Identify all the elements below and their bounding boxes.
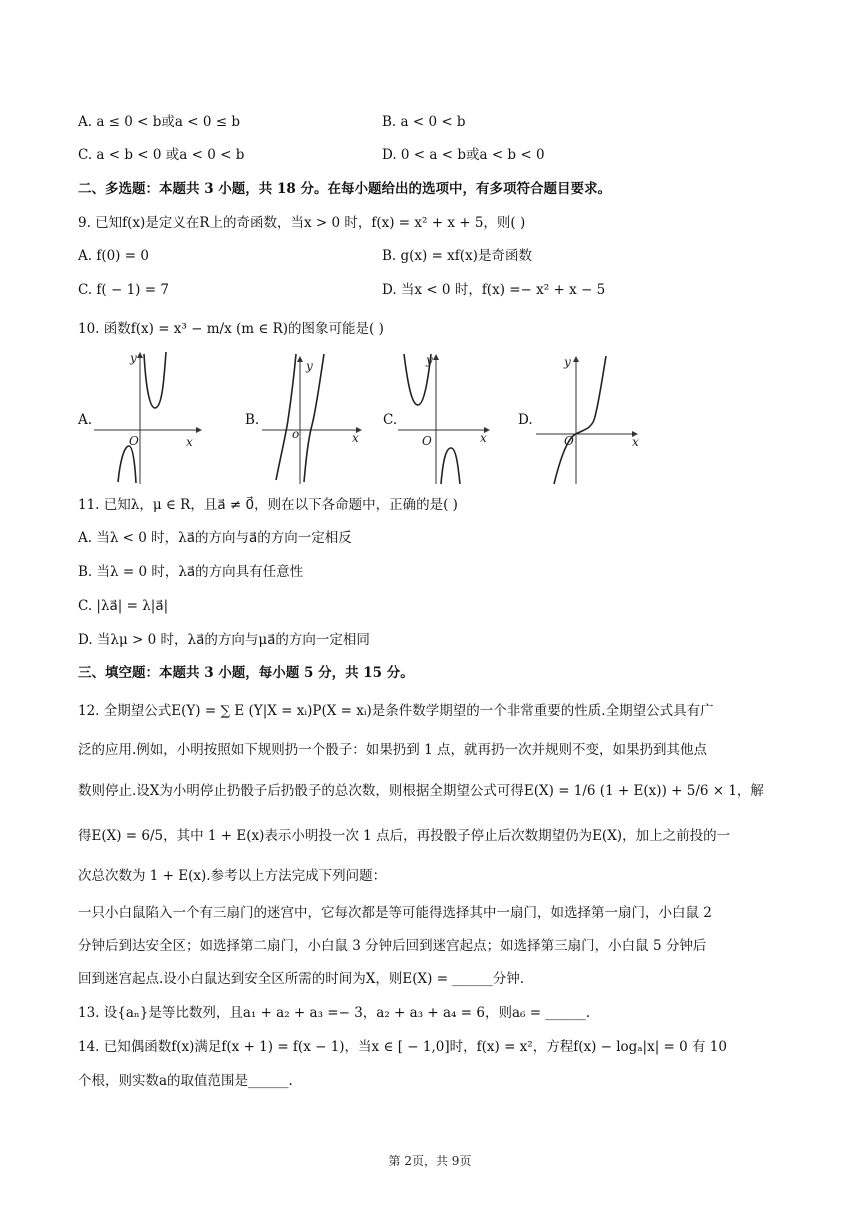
q10-graph-a: [92, 350, 202, 485]
q10-graph-b: [260, 350, 370, 485]
q9-option-d: D. 当x < 0 时，f(x) =− x² + x − 5: [382, 282, 606, 298]
q11-stem: 11. 已知λ，μ ∈ R，且a⃗ ≠ 0⃗，则在以下各命题中，正确的是( ): [78, 497, 458, 513]
q10-graph-d-label: D.: [518, 412, 533, 428]
q12-line-1: 12. 全期望公式E(Y) = ∑ E (Y|X = xᵢ)P(X = xᵢ)是条件数学期望的一个非常重要的性质.全期望公式具有广: [78, 703, 714, 719]
graph-d-origin: O: [564, 434, 574, 448]
q9-option-c: C. f( − 1) = 7: [78, 282, 169, 298]
q9-option-b: B. g(x) = xf(x)是奇函数: [382, 248, 532, 264]
graph-a-x-label: x: [186, 435, 193, 449]
graph-b-y-label: y: [306, 359, 313, 373]
q12-line-3: 数则停止.设X为小明停止扔骰子后扔骰子的总次数，则根据全期望公式可得E(X) = 1/6 (1 + E(x)) + 5/6 × 1，解: [78, 783, 764, 799]
q8-option-a: A. a ≤ 0 < b或a < 0 ≤ b: [78, 114, 240, 130]
q8-option-d: D. 0 < a < b或a < b < 0: [382, 147, 545, 163]
q14-line-1: 14. 已知偶函数f(x)满足f(x + 1) = f(x − 1)，当x ∈ [ − 1,0]时，f(x) = x²，方程f(x) − logₐ|x| = 0 有 10: [78, 1039, 727, 1055]
q10-graph-c: [396, 350, 496, 485]
q11-option-c: C. |λa⃗| = λ|a⃗|: [78, 598, 169, 614]
graph-b-origin: o: [292, 427, 300, 441]
q8-option-c: C. a < b < 0 或a < 0 < b: [78, 147, 245, 163]
q10-graph-a-label: A.: [78, 412, 93, 428]
q9-option-a: A. f(0) = 0: [78, 248, 149, 264]
q10-stem: 10. 函数f(x) = x³ − m/x (m ∈ R)的图象可能是( ): [78, 321, 384, 337]
q14-line-2: 个根，则实数a的取值范围是______.: [78, 1073, 293, 1089]
q9-stem: 9. 已知f(x)是定义在R上的奇函数，当x > 0 时，f(x) = x² + x + 5，则( ): [78, 215, 526, 231]
q10-graph-b-label: B.: [245, 412, 260, 428]
section-heading-multi-choice: 二、多选题：本题共 3 小题，共 18 分。在每小题给出的选项中，有多项符合题目要求。: [78, 181, 611, 197]
section-heading-fill-in: 三、填空题：本题共 3 小题，每小题 5 分，共 15 分。: [78, 665, 414, 681]
graph-b-x-label: x: [352, 431, 359, 445]
q13-stem: 13. 设{aₙ}是等比数列，且a₁ + a₂ + a₃ =− 3，a₂ + a₃ + a₄ = 6，则a₆ = ______.: [78, 1005, 591, 1021]
q12-line-6: 一只小白鼠陷入一个有三扇门的迷宫中，它每次都是等可能得选择其中一扇门，如选择第一扇门，小白鼠 2: [78, 905, 712, 921]
graph-a-origin: O: [129, 434, 139, 448]
q12-line-5: 次总次数为 1 + E(x).参考以上方法完成下列问题：: [78, 868, 387, 884]
q11-option-b: B. 当λ = 0 时，λa⃗的方向具有任意性: [78, 564, 304, 580]
graph-a-y-label: y: [130, 351, 137, 365]
page-footer: 第 2页，共 9页: [388, 1154, 472, 1168]
graph-c-y-label: y: [426, 353, 433, 367]
q12-line-7: 分钟后到达安全区；如选择第二扇门，小白鼠 3 分钟后回到迷宫起点；如选择第三扇门，小白鼠 5 分钟后: [78, 938, 707, 954]
q10-graph-c-label: C.: [383, 412, 398, 428]
q12-line-4: 得E(X) = 6/5，其中 1 + E(x)表示小明投一次 1 点后，再投骰子停止后次数期望仍为E(X)，加上之前投的一: [78, 828, 731, 844]
q8-option-b: B. a < 0 < b: [382, 114, 466, 130]
q10-graph-d: [534, 350, 644, 485]
q12-line-8: 回到迷宫起点.设小白鼠达到安全区所需的时间为X，则E(X) = ______分钟.: [78, 971, 525, 987]
graph-d-y-label: y: [564, 355, 571, 369]
q12-line-2: 泛的应用.例如，小明按照如下规则扔一个骰子：如果扔到 1 点，就再扔一次并规则不变，如果扔到其他点: [78, 742, 707, 758]
graph-c-origin: O: [422, 434, 432, 448]
q11-option-a: A. 当λ < 0 时，λa⃗的方向与a⃗的方向一定相反: [78, 530, 352, 546]
graph-c-x-label: x: [480, 431, 487, 445]
q11-option-d: D. 当λμ > 0 时，λa⃗的方向与μa⃗的方向一定相同: [78, 632, 370, 648]
graph-d-x-label: x: [632, 435, 639, 449]
